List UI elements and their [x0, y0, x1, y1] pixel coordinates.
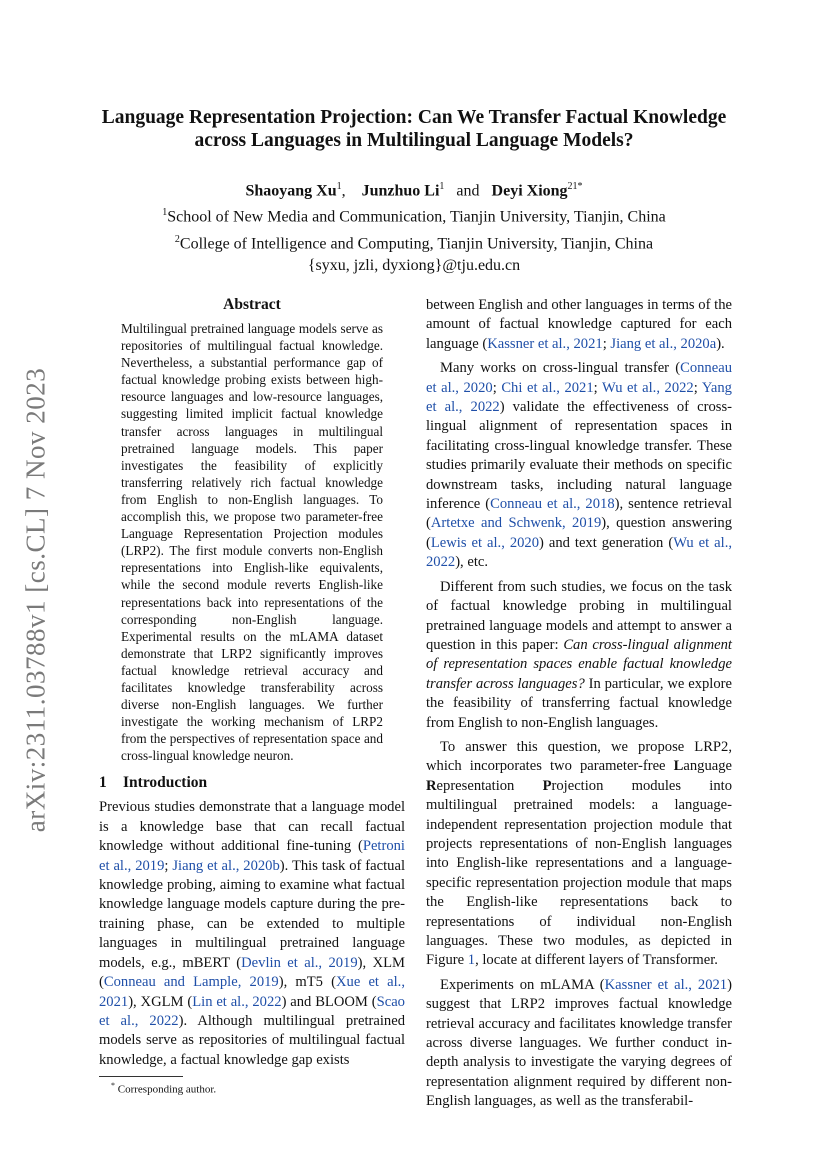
right-paragraph-5: [426, 976, 732, 1112]
affiliation-2-text: College of Intelligence and Computing, Tianjin University, Tianjin, China: [179, 234, 654, 252]
abstract-text: Multilingual pretrained language models serve as repositories of multilingual factual knowledge. Nevertheless, a substantial performance gap of factual knowledge probing exists between high-resource languages and low-resource languages, suggesting limited implicit factual knowledge transfer across languages in multilingual pretrained language models. This paper investigates the feasibility of explicitly transferring relatively rich factual knowledge from English to non-English languages. To accomplish this, we propose two parameter-free Language Representation Projection modules (LRP2). The first module converts non-English representations into English-like equivalents, while the second module reverts English-like representations back into representations of the corresponding non-English language. Experimental results on the mLAMA dataset demonstrate that LRP2 significantly improves factual knowledge retrieval accuracy and facilitates knowledge transferability across diverse non-English languages. We further investigate the working mechanism of LRP2 from the perspectives of representation space and cross-lingual knowledge neuron.: [121, 321, 383, 764]
right-paragraph-1: [426, 296, 732, 354]
citation-link[interactable]: Xue et al., 2021: [99, 974, 405, 1010]
citation-link[interactable]: Jiang et al., 2020b: [172, 857, 280, 874]
author-3-sup: 21*: [567, 181, 583, 192]
body-text: ;: [593, 379, 602, 396]
citation-link[interactable]: Conneau et al., 2018: [490, 496, 615, 513]
author-email: {syxu, jzli, dyxiong}@tju.edu.cn: [307, 256, 521, 274]
body-text: rojection modules into multilingual pretrained models: a language-independent representation projection module that projects representations of non-English languages into English-like representations and a language-specific representation projection module that maps the English-like representations back to representations of individual non-English languages. These two modules, as depicted in Figure: [426, 777, 733, 969]
author-2-sup: 1: [439, 181, 445, 192]
research-question: Can cross-lingual alignment of representation spaces enable factual knowledge transfer across languages?: [426, 636, 732, 692]
right-paragraph-4: [426, 738, 732, 971]
body-text: ;: [492, 379, 502, 396]
body-text: Many works on cross-lingual transfer (: [440, 360, 681, 377]
author-1-sup: 1: [336, 181, 342, 192]
body-text: Different from such studies, we focus on the task of factual knowledge probing in multilingual pretrained language models and attempt to answer a question in this paper:: [426, 578, 732, 653]
body-text: ) and text generation (: [539, 534, 674, 551]
figure-reference-link[interactable]: 1: [467, 952, 476, 969]
body-text: ;: [693, 379, 702, 396]
citation-link[interactable]: Conneau et al., 2020: [426, 360, 732, 396]
citation-link[interactable]: Chi et al., 2021: [501, 379, 594, 396]
citation-link[interactable]: Artetxe and Schwenk, 2019: [430, 515, 602, 532]
body-text: Experiments on mLAMA (: [440, 976, 605, 993]
body-text: ), question answering (: [426, 515, 732, 551]
right-paragraph-2: [426, 359, 732, 572]
intro-paragraph-1: [99, 798, 405, 1070]
intro-text: ). Although multilingual pretrained models serve as repositories of multilingual factual knowledge, a factual knowledge gap exists: [99, 1012, 405, 1068]
arxiv-identifier: [16, 360, 56, 840]
citation-link[interactable]: Devlin et al., 2019: [241, 954, 358, 971]
footnote: [111, 1081, 405, 1096]
author-2: Junzhuo Li: [361, 182, 440, 200]
title-line-2: across Languages in Multilingual Language Models?: [194, 130, 634, 151]
intro-text: ). This task of factual knowledge probing, aiming to examine what factual knowledge language models capture during the pre-training phase, can be extended to multiple languages in multilingual pretrained language models, e.g., mBERT (: [99, 857, 405, 971]
section-heading-introduction: [99, 774, 405, 792]
intro-text: ), mT5 (: [278, 974, 336, 991]
footnote-divider: [99, 1076, 183, 1077]
left-column: [99, 296, 405, 1096]
body-text: between English and other languages in terms of the amount of factual knowledge captured for each language (: [426, 297, 732, 352]
citation-link[interactable]: Lewis et al., 2020: [430, 534, 540, 551]
citation-link[interactable]: Conneau and Lample, 2019: [103, 974, 279, 991]
citation-link[interactable]: Lin et al., 2022: [192, 993, 282, 1010]
footnote-mark: *: [111, 1081, 115, 1091]
affiliation-1-sup: 1: [162, 207, 168, 219]
intro-text: ), XGLM (: [128, 993, 193, 1010]
affiliation-2: [80, 229, 748, 255]
right-column: [426, 296, 732, 1112]
citation-link[interactable]: Yang et al., 2022: [426, 379, 732, 416]
title-line-1: Language Representation Projection: Can We Transfer Factual Knowledge: [101, 107, 727, 128]
right-paragraph-3: [426, 578, 732, 733]
author-block: [80, 176, 748, 277]
intro-text: Previous studies demonstrate that a language model is a knowledge base that can recall factual knowledge without additional fine-tuning (: [99, 799, 405, 855]
affiliation-1: [80, 202, 748, 228]
body-text: To answer this question, we propose LRP2, which incorporates two parameter-free: [426, 738, 732, 775]
acronym-letter-l: L: [673, 758, 684, 775]
body-text: ) suggest that LRP2 improves factual knowledge retrieval accuracy and facilitates knowledge transfer across diverse languages. We further conduct in-depth analysis to investigate the varying degrees of representation alignment required by different non-English languages, as well as the transferabil-: [426, 976, 732, 1110]
body-text: In particular, we explore the feasibility of transferring factual knowledge from English to non-English languages.: [426, 675, 732, 731]
acronym-letter-p: P: [542, 777, 552, 794]
section-number: 1: [99, 774, 107, 792]
footnote-text: Corresponding author.: [117, 1083, 217, 1096]
author-names: Shaoyang Xu$^1$, Junzhuo Li$^1$ and Deyi Xiong$^{21*}$: [245, 181, 583, 200]
body-text: ), sentence retrieval (: [426, 496, 733, 532]
citation-link[interactable]: Kassner et al., 2021: [487, 335, 603, 352]
citation-link[interactable]: Jiang et al., 2020a: [610, 335, 717, 352]
affiliation-2-sup: 2: [174, 233, 180, 245]
abstract-heading: Abstract: [223, 296, 281, 313]
author-and: and: [456, 182, 480, 200]
citation-link[interactable]: Kassner et al., 2021: [604, 976, 728, 993]
body-text: ), etc.: [455, 554, 489, 571]
citation-link[interactable]: Wu et al., 2022: [426, 534, 732, 571]
acronym-letter-r: R: [426, 777, 437, 794]
arxiv-identifier-text: arXiv:2311.03788v1 [cs.CL] 7 Nov 2023: [20, 367, 51, 833]
citation-link[interactable]: Wu et al., 2022: [602, 379, 694, 396]
body-text: ).: [716, 335, 725, 352]
author-1: Shaoyang Xu: [245, 182, 337, 200]
intro-text: ;: [164, 857, 173, 874]
body-text: epresentation: [436, 777, 543, 794]
intro-text: ) and BLOOM (: [281, 993, 377, 1010]
author-3: Deyi Xiong: [491, 182, 568, 200]
citation-link[interactable]: Scao et al., 2022: [99, 993, 405, 1029]
section-title: Introduction: [123, 774, 208, 792]
body-text: , locate at different layers of Transformer.: [475, 952, 718, 969]
body-text: ;: [602, 335, 611, 352]
affiliation-1-text: School of New Media and Communication, Tianjin University, Tianjin, China: [167, 208, 666, 226]
intro-text: ), XLM (: [99, 954, 406, 991]
body-text: anguage: [683, 758, 732, 775]
body-text: ) validate the effectiveness of cross-lingual alignment of representation spaces in facilitating cross-lingual knowledge transfer. These studies primarily evaluate their methods on specific downstream tasks, including natural language inference (: [426, 399, 732, 513]
citation-link[interactable]: Petroni et al., 2019: [99, 838, 405, 874]
paper-title: [80, 106, 748, 152]
